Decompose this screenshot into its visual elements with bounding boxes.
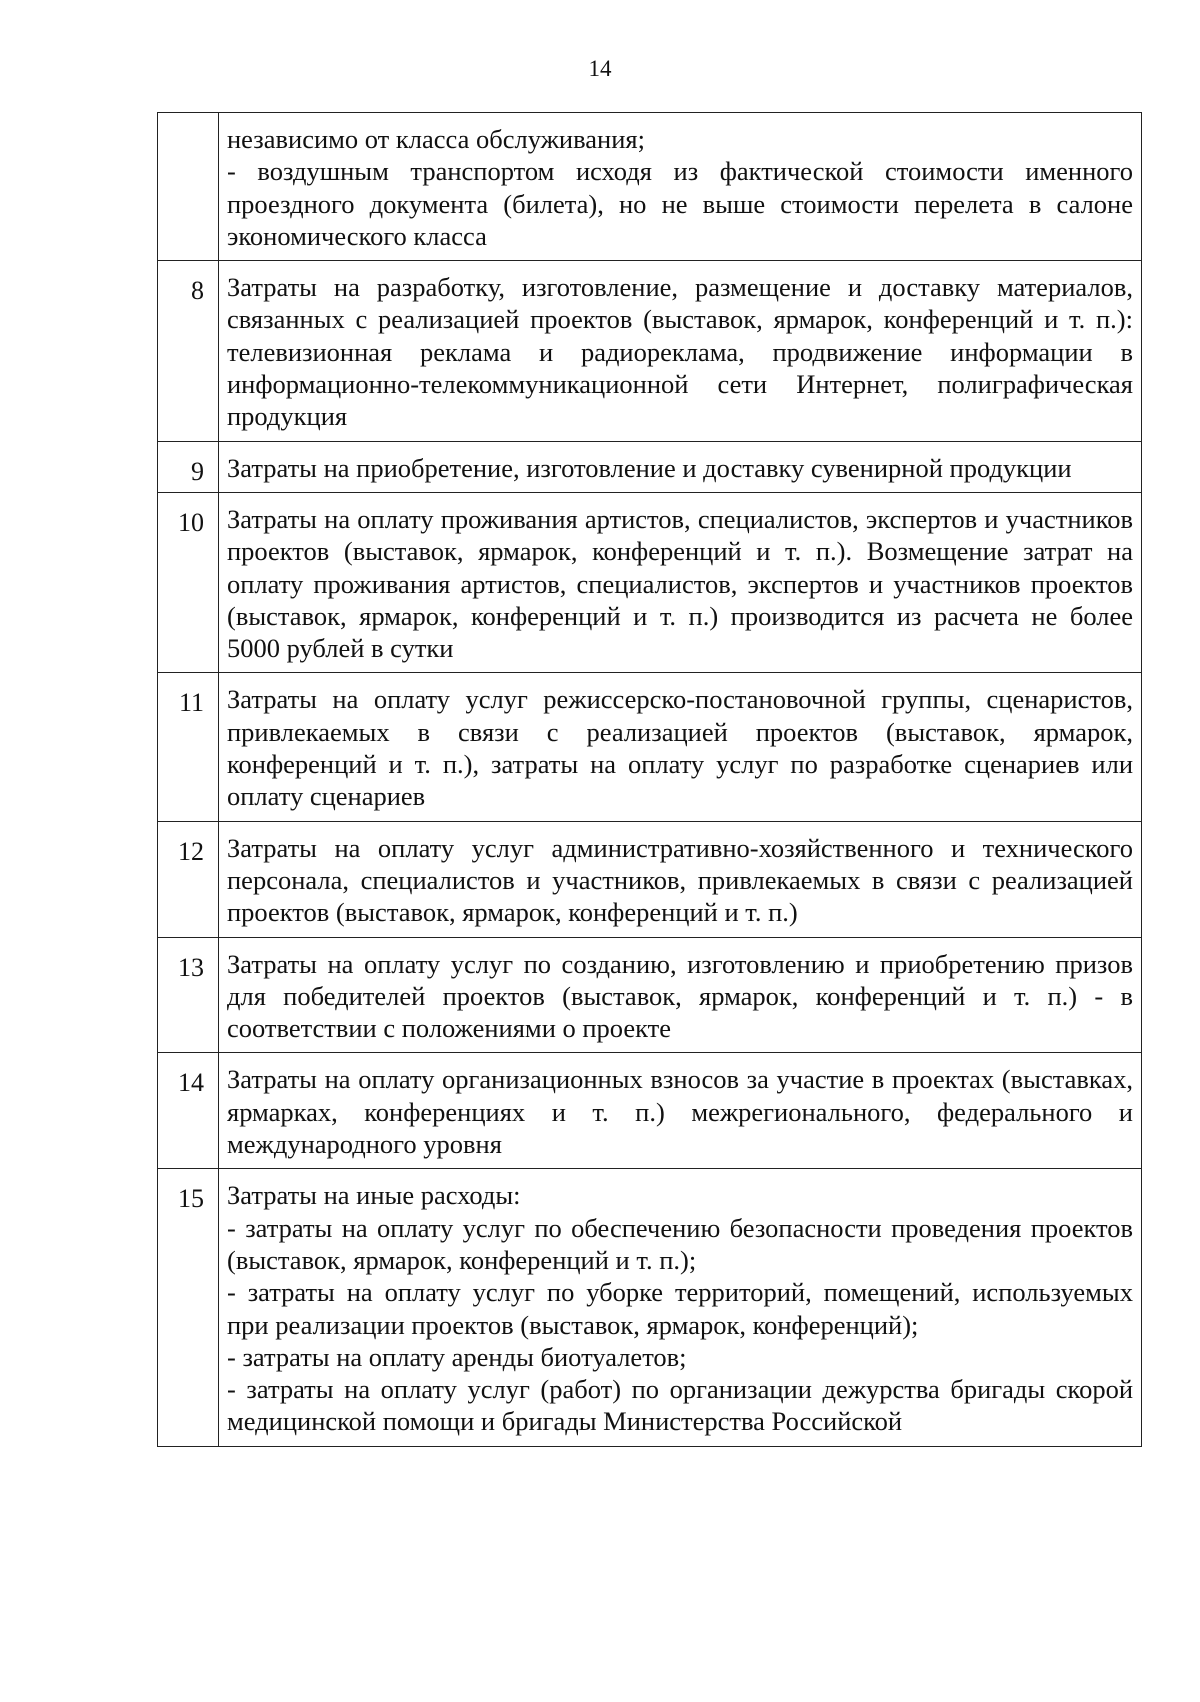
- row-number: 15: [158, 1169, 219, 1446]
- row-paragraph: Затраты на оплату проживания артистов, специалистов, экспертов и участников проектов (выставок, ярмарок, конференций и т. п.). Возмещение затрат на оплату проживания артистов, специалистов, экспертов и участников проектов (выставок, ярмарок, конференций и т. п.) производится из расчета не более 5000 рублей в сутки: [227, 503, 1133, 664]
- row-paragraph: - затраты на оплату услуг по обеспечению безопасности проведения проектов (выставок, ярмарок, конференций и т. п.);: [227, 1212, 1133, 1275]
- row-text: [219, 1053, 1142, 1169]
- table-row: [158, 492, 1142, 672]
- row-number: 13: [158, 937, 219, 1053]
- table-row: [158, 1053, 1142, 1169]
- row-paragraph: Затраты на приобретение, изготовление и доставку сувенирной продукции: [227, 452, 1072, 483]
- row-text: [219, 673, 1142, 821]
- row-text: [219, 937, 1142, 1053]
- table-row: [158, 673, 1142, 821]
- row-paragraph: - воздушным транспортом исходя из фактической стоимости именного проездного документа (билета), но не выше стоимости перелета в салоне экономического класса: [227, 156, 1133, 251]
- row-text: [219, 821, 1142, 937]
- row-number: 10: [158, 492, 219, 672]
- table-row: [158, 1169, 1142, 1446]
- row-number: 11: [158, 673, 219, 821]
- row-text: [219, 261, 1142, 441]
- row-number: 14: [158, 1053, 219, 1169]
- expenses-table: [157, 112, 1142, 1447]
- row-number: 8: [158, 261, 219, 441]
- row-paragraph: Затраты на разработку, изготовление, размещение и доставку материалов, связанных с реализацией проектов (выставок, ярмарок, конференций и т. п.): телевизионная реклама и радиореклама, продвижение информации в информационно-телекоммуникационной сети Интернет, полиграфическая продукция: [227, 272, 1133, 432]
- row-paragraph: Затраты на иные расходы:: [227, 1180, 521, 1211]
- table-row: [158, 441, 1142, 492]
- row-paragraph: - затраты на оплату аренды биотуалетов;: [227, 1341, 687, 1372]
- row-paragraph: независимо от класса обслуживания;: [227, 124, 645, 154]
- row-number: [158, 113, 219, 261]
- row-paragraph: Затраты на оплату услуг административно-хозяйственного и технического персонала, специалистов и участников, привлекаемых в связи с реализацией проектов (выставок, ярмарок, конференций и т. п.): [227, 832, 1133, 928]
- row-text: [219, 1169, 1142, 1446]
- row-text: [219, 492, 1142, 672]
- row-text: [219, 441, 1142, 492]
- table-row: [158, 261, 1142, 441]
- row-paragraph: Затраты на оплату организационных взносов за участие в проектах (выставках, ярмарках, конференциях и т. п.) межрегионального, федерального и международного уровня: [227, 1064, 1133, 1160]
- row-number: 9: [158, 441, 219, 492]
- row-paragraph: - затраты на оплату услуг (работ) по организации дежурства бригады скорой медицинской помощи и бригады Министерства Российской: [227, 1374, 1133, 1437]
- row-paragraph: Затраты на оплату услуг по созданию, изготовлению и приобретению призов для победителей проектов (выставок, ярмарок, конференций и т. п.) - в соответствии с положениями о проекте: [227, 948, 1133, 1044]
- row-paragraph: - затраты на оплату услуг по уборке территорий, помещений, используемых при реализации проектов (выставок, ярмарок, конференций);: [227, 1277, 1133, 1340]
- table-row: [158, 113, 1142, 261]
- page-number: 14: [588, 56, 612, 81]
- table-row: [158, 821, 1142, 937]
- table-row: [158, 937, 1142, 1053]
- row-number: 12: [158, 821, 219, 937]
- row-paragraph: Затраты на оплату услуг режиссерско-постановочной группы, сценаристов, привлекаемых в связи с реализацией проектов (выставок, ярмарок, конференций и т. п.), затраты на оплату услуг по разработке сценариев или оплату сценариев: [227, 684, 1133, 812]
- row-text: [219, 113, 1142, 261]
